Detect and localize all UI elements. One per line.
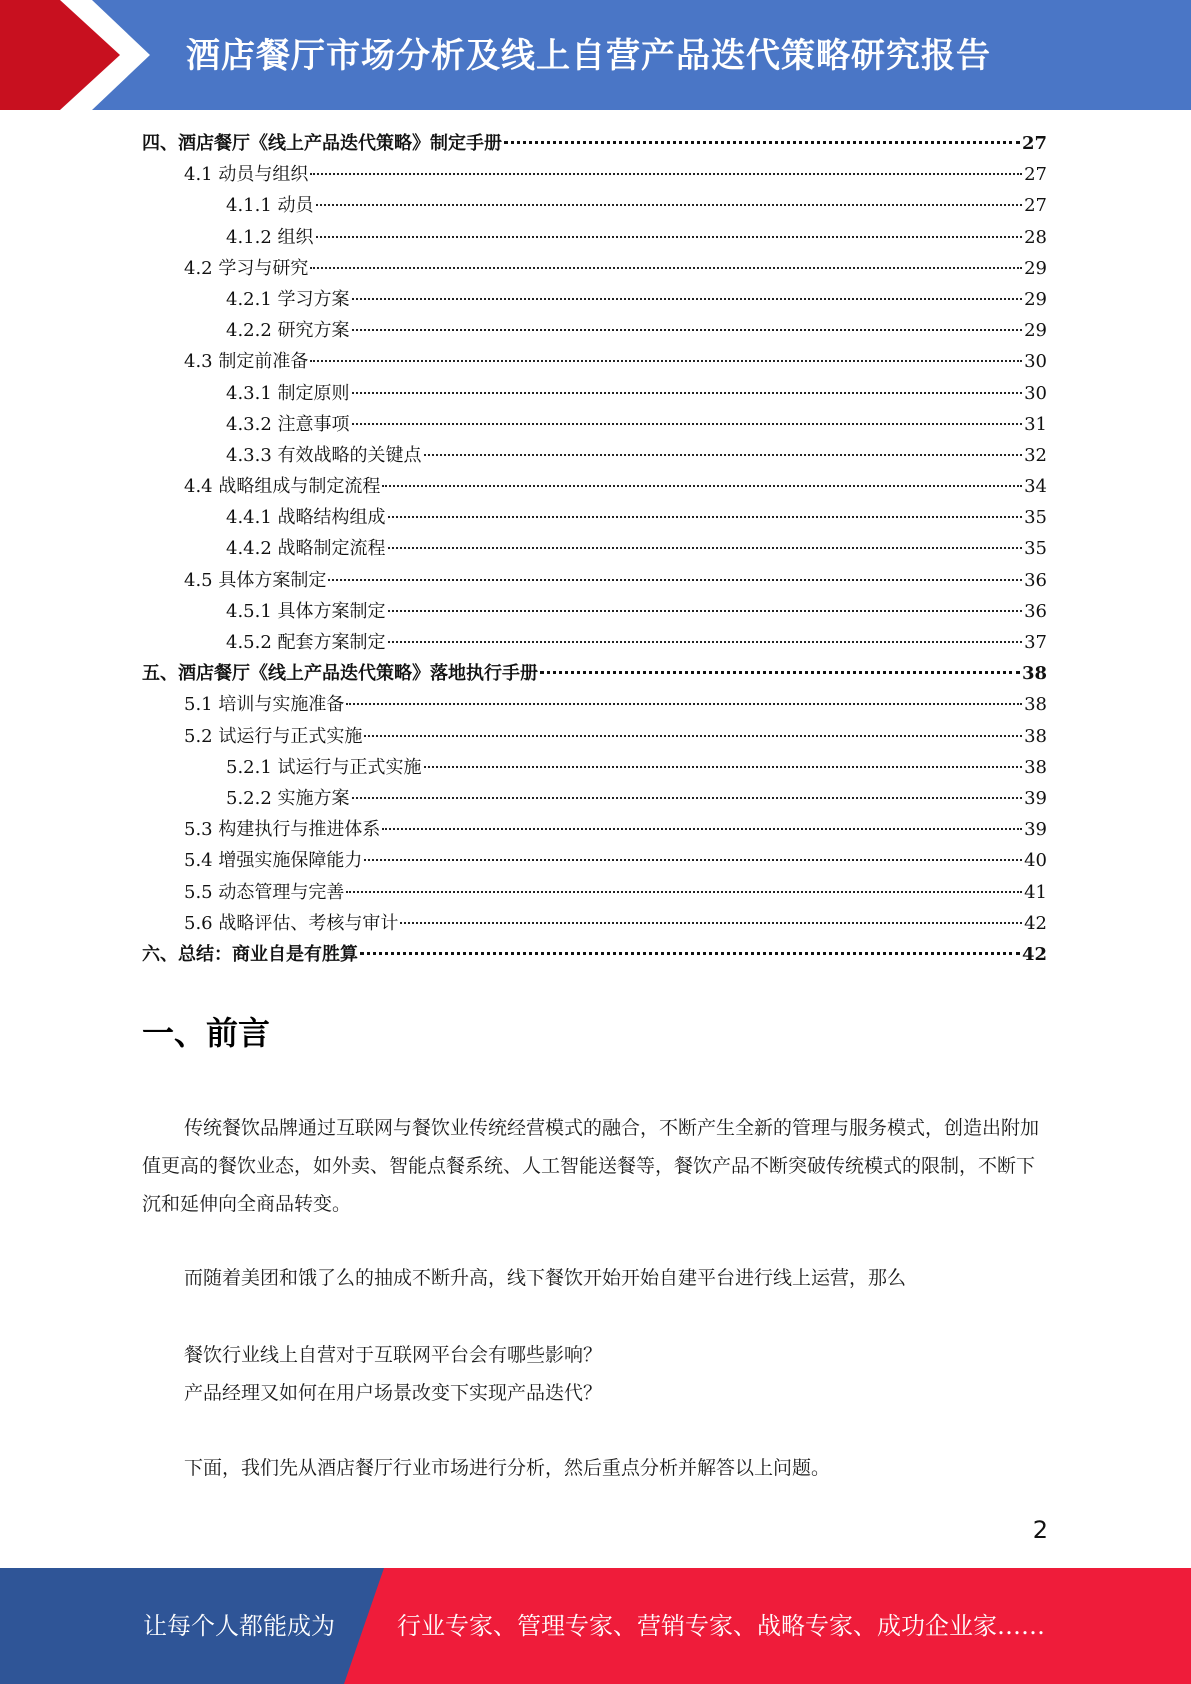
toc-entry[interactable] <box>142 440 1047 471</box>
toc-entry-page: 36 <box>1024 600 1047 622</box>
toc-entry-page: 42 <box>1024 912 1047 934</box>
toc-entry-title: 4.4.1 战略结构组成 <box>226 507 386 529</box>
toc-entry[interactable] <box>142 908 1047 939</box>
toc-entry-page: 31 <box>1024 413 1047 435</box>
page-footer <box>0 1568 1191 1684</box>
body-paragraph: 而随着美团和饿了么的抽成不断升高，线下餐饮开始开始自建平台进行线上运营，那么 <box>184 1267 907 1289</box>
toc-entry-title: 六、总结：商业自是有胜算 <box>142 943 358 965</box>
toc-entry-page: 29 <box>1024 257 1047 279</box>
footer-slogan-left: 让每个人都能成为 <box>143 1612 335 1640</box>
toc-dot-leader <box>316 204 1023 206</box>
question-line: 餐饮行业线上自营对于互联网平台会有哪些影响？ <box>184 1344 603 1366</box>
toc-entry-page: 35 <box>1024 507 1047 529</box>
toc-entry-title: 四、酒店餐厅《线上产品迭代策略》制定手册 <box>142 133 502 154</box>
toc-dot-leader <box>364 859 1022 861</box>
toc-entry-page: 27 <box>1024 164 1047 186</box>
toc-entry-title: 4.4 战略组成与制定流程 <box>184 476 381 498</box>
toc-dot-leader <box>400 922 1022 924</box>
toc-dot-leader <box>346 703 1022 705</box>
toc-entry-title: 5.1 培训与实施准备 <box>184 694 345 716</box>
toc-dot-leader <box>388 641 1023 643</box>
toc-dot-leader <box>310 173 1022 175</box>
toc-entry[interactable] <box>142 627 1047 658</box>
toc-entry[interactable] <box>142 378 1047 409</box>
toc-entry[interactable] <box>142 565 1047 596</box>
toc-entry[interactable] <box>142 877 1047 908</box>
toc-dot-leader <box>352 329 1023 331</box>
toc-entry[interactable] <box>142 752 1047 783</box>
toc-dot-leader <box>424 454 1023 456</box>
toc-entry-title: 5.5 动态管理与完善 <box>184 881 345 903</box>
toc-entry-title: 4.5 具体方案制定 <box>184 569 327 591</box>
toc-entry-page: 35 <box>1024 538 1047 560</box>
section-heading: 一、前言 <box>142 1014 271 1052</box>
toc-dot-leader <box>352 423 1023 425</box>
toc-entry-page: 38 <box>1024 694 1047 716</box>
toc-entry-page: 27 <box>1021 133 1047 154</box>
toc-entry[interactable] <box>142 190 1047 221</box>
toc-dot-leader <box>352 797 1023 799</box>
toc-entry-title: 4.5.1 具体方案制定 <box>226 600 386 622</box>
toc-entry[interactable] <box>142 814 1047 845</box>
toc-dot-leader <box>352 392 1023 394</box>
toc-entry-page: 39 <box>1024 819 1047 841</box>
toc-entry-title: 5.2 试运行与正式实施 <box>184 725 363 747</box>
toc-entry-title: 4.2 学习与研究 <box>184 257 309 279</box>
toc-entry-page: 32 <box>1024 444 1047 466</box>
toc-entry-page: 37 <box>1024 632 1047 653</box>
toc-dot-leader <box>360 952 1020 955</box>
toc-entry[interactable] <box>142 658 1047 689</box>
toc-entry-page: 29 <box>1024 320 1047 342</box>
toc-entry[interactable] <box>142 783 1047 814</box>
toc-entry-title: 五、酒店餐厅《线上产品迭代策略》落地执行手册 <box>142 663 538 685</box>
toc-dot-leader <box>424 766 1023 768</box>
toc-entry-title: 4.2.1 学习方案 <box>226 288 350 310</box>
toc-entry-title: 4.3.1 制定原则 <box>226 382 350 404</box>
toc-entry[interactable] <box>142 939 1047 970</box>
toc-dot-leader <box>388 516 1023 518</box>
toc-dot-leader <box>316 236 1023 238</box>
toc-entry-title: 5.3 构建执行与推进体系 <box>184 819 381 841</box>
toc-entry-title: 4.4.2 战略制定流程 <box>226 538 386 560</box>
document-title: 酒店餐厅市场分析及线上自营产品迭代策略研究报告 <box>186 36 991 76</box>
toc-dot-leader <box>540 671 1020 674</box>
toc-dot-leader <box>328 579 1022 581</box>
toc-entry[interactable] <box>142 471 1047 502</box>
toc-entry[interactable] <box>142 128 1047 159</box>
toc-entry[interactable] <box>142 721 1047 752</box>
toc-dot-leader <box>388 547 1023 549</box>
footer-slogan-right: 行业专家、管理专家、营销专家、战略专家、成功企业家…… <box>397 1612 1045 1640</box>
closing-paragraph: 下面，我们先从酒店餐厅行业市场进行分析，然后重点分析并解答以上问题。 <box>184 1457 831 1479</box>
toc-dot-leader <box>388 610 1023 612</box>
toc-entry[interactable] <box>142 689 1047 720</box>
toc-entry-page: 40 <box>1024 850 1047 872</box>
toc-entry-page: 30 <box>1024 351 1047 373</box>
toc-entry-title: 4.5.2 配套方案制定 <box>226 632 386 653</box>
page-header <box>0 0 1191 110</box>
toc-entry-page: 41 <box>1024 881 1047 903</box>
toc-entry-title: 4.1.1 动员 <box>226 195 314 217</box>
toc-entry[interactable] <box>142 159 1047 190</box>
question-line: 产品经理又如何在用户场景改变下实现产品迭代？ <box>184 1382 603 1404</box>
toc-entry-title: 5.2.2 实施方案 <box>226 787 350 809</box>
toc-entry-title: 4.3.2 注意事项 <box>226 413 350 435</box>
toc-entry-page: 29 <box>1024 288 1047 310</box>
toc-entry-page: 28 <box>1024 226 1047 248</box>
toc-entry-title: 5.2.1 试运行与正式实施 <box>226 756 422 778</box>
toc-entry-page: 30 <box>1024 382 1047 404</box>
toc-entry-title: 4.3 制定前准备 <box>184 351 309 373</box>
page-number: 2 <box>1032 1516 1048 1544</box>
toc-dot-leader <box>352 298 1023 300</box>
toc-entry[interactable] <box>142 533 1047 564</box>
toc-dot-leader <box>364 735 1022 737</box>
toc-entry[interactable] <box>142 502 1047 533</box>
toc-entry[interactable] <box>142 284 1047 315</box>
toc-entry[interactable] <box>142 222 1047 253</box>
toc-entry-page: 36 <box>1024 569 1047 591</box>
toc-entry-page: 38 <box>1024 756 1047 778</box>
toc-dot-leader <box>504 141 1020 144</box>
intro-paragraph: 传统餐饮品牌通过互联网与餐饮业传统经营模式的融合，不断产生全新的管理与服务模式，创造出附加值更高的餐饮业态，如外卖、智能点餐系统、人工智能送餐等，餐饮产品不断突破传统模式的限制，不断下沉和延伸向全商品转变。 <box>142 1117 1040 1215</box>
toc-entry-title: 4.1 动员与组织 <box>184 164 309 186</box>
toc-dot-leader <box>382 828 1022 830</box>
toc-dot-leader <box>382 485 1022 487</box>
toc-entry-title: 4.3.3 有效战略的关键点 <box>226 444 422 466</box>
toc-entry-page: 34 <box>1024 476 1047 498</box>
toc-entry-page: 27 <box>1024 195 1047 217</box>
toc-entry-title: 5.4 增强实施保障能力 <box>184 850 363 872</box>
toc-entry[interactable] <box>142 845 1047 876</box>
toc-entry-page: 39 <box>1024 787 1047 809</box>
toc-entry-page: 38 <box>1021 663 1047 685</box>
toc-entry[interactable] <box>142 346 1047 377</box>
toc-entry[interactable] <box>142 315 1047 346</box>
toc-dot-leader <box>310 267 1022 269</box>
toc-dot-leader <box>310 360 1022 362</box>
toc-entry-title: 4.1.2 组织 <box>226 226 314 248</box>
toc-dot-leader <box>346 891 1022 893</box>
table-of-contents <box>142 128 1047 970</box>
toc-entry-title: 4.2.2 研究方案 <box>226 320 350 342</box>
toc-entry[interactable] <box>142 409 1047 440</box>
toc-entry-title: 5.6 战略评估、考核与审计 <box>184 912 399 934</box>
toc-entry-page: 38 <box>1024 725 1047 747</box>
toc-entry[interactable] <box>142 596 1047 627</box>
toc-entry[interactable] <box>142 253 1047 284</box>
toc-entry-page: 42 <box>1021 943 1047 965</box>
